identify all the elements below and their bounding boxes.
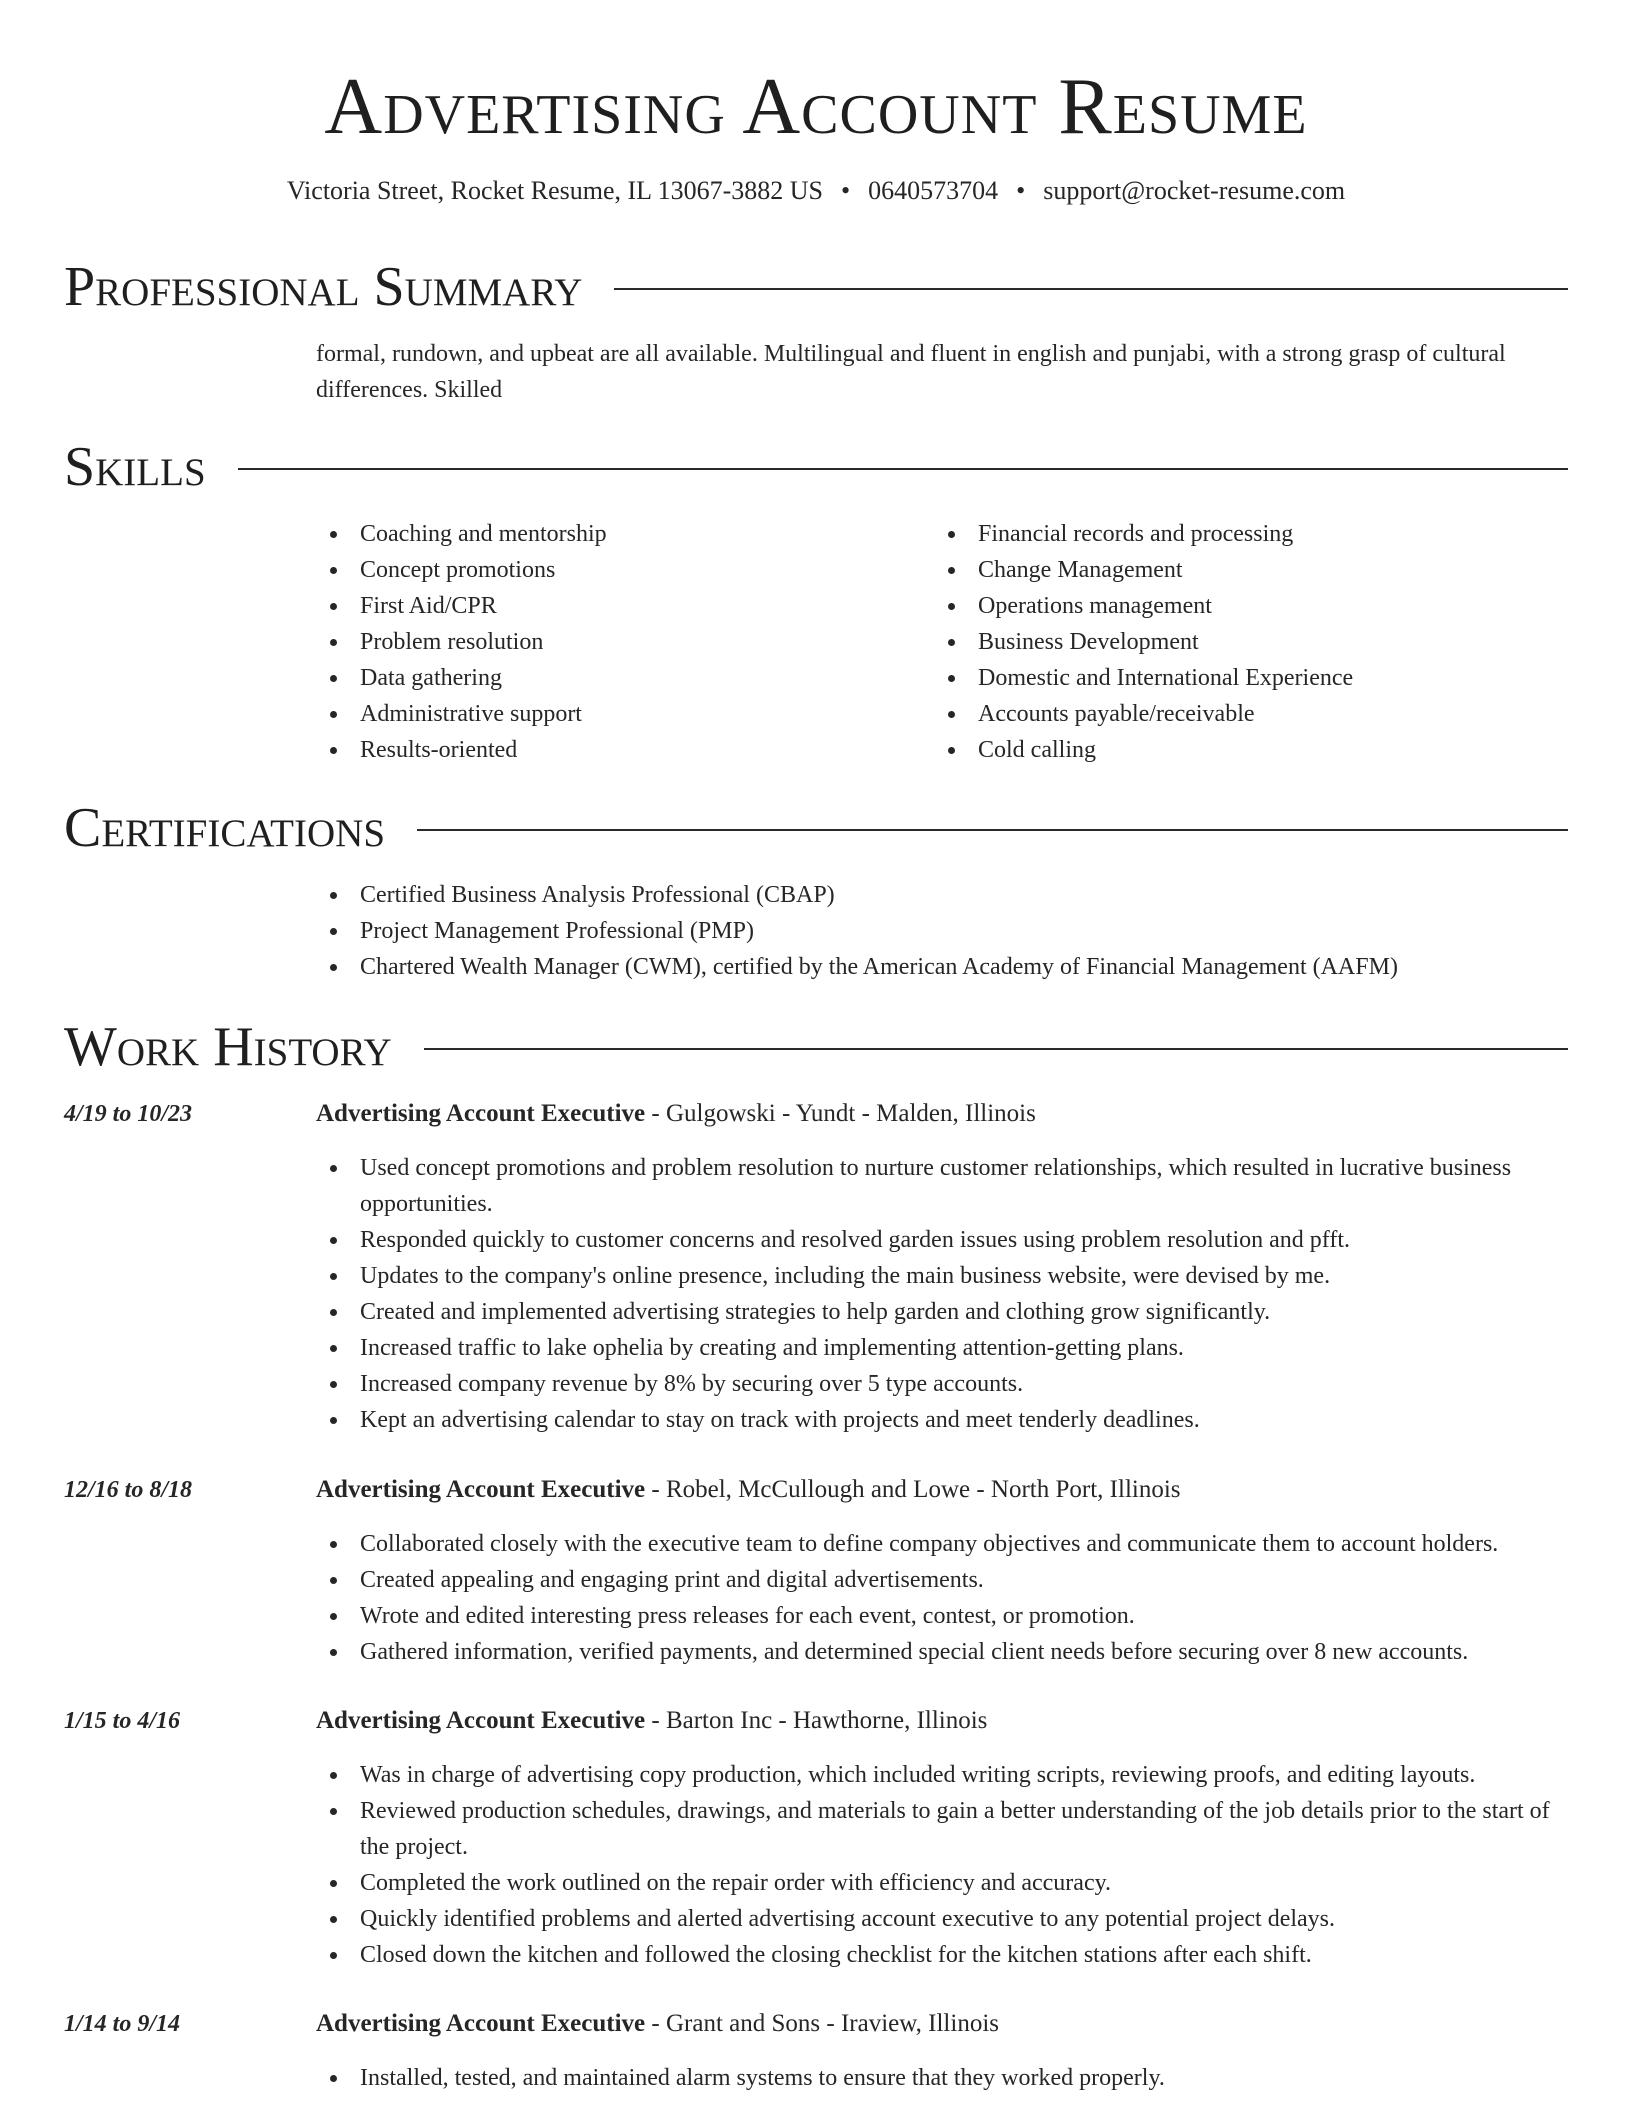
job-heading: [316, 1703, 987, 1739]
section-title-summary: Professional Summary: [64, 256, 583, 318]
skill-item: Problem resolution: [316, 624, 934, 660]
job-bullet: Increased traffic to lake ophelia by creating and implementing attention-getting plans.: [316, 1330, 1568, 1366]
job-bullets: [316, 1526, 1568, 1670]
job-bullet: Reviewed production schedules, drawings, and materials to gain a better understanding of the job details prior to the start of the project.: [316, 1793, 1568, 1865]
skills-column-left: [316, 516, 934, 768]
skill-item: Accounts payable/receivable: [934, 696, 1552, 732]
job-dates: 4/19 to 10/23: [64, 1101, 193, 1127]
work-section-header: [64, 1012, 1568, 1082]
skill-item: Cold calling: [934, 732, 1552, 768]
skill-item: Administrative support: [316, 696, 934, 732]
skill-item: Business Development: [934, 624, 1552, 660]
job-entry: [64, 1472, 1568, 1670]
certification-item: Chartered Wealth Manager (CWM), certified by the American Academy of Financial Management (AAFM): [316, 949, 1568, 985]
phone: 0640573704: [868, 176, 999, 205]
section-title-certifications: Certifications: [64, 797, 386, 859]
summary-text: formal, rundown, and upbeat are all available. Multilingual and fluent in english and punjabi, with a strong grasp of cultural differences. Skilled: [316, 341, 1506, 403]
skill-item: Data gathering: [316, 660, 934, 696]
skill-item: Domestic and International Experience: [934, 660, 1552, 696]
job-heading: [316, 2006, 999, 2042]
job-bullet: Increased company revenue by 8% by securing over 5 type accounts.: [316, 1366, 1568, 1402]
job-bullets: [316, 1150, 1568, 1438]
skill-item: Financial records and processing: [934, 516, 1552, 552]
section-divider: [238, 468, 1568, 470]
separator-dot: •: [1016, 176, 1026, 205]
job-dates: 1/15 to 4/16: [64, 1708, 181, 1734]
section-title-work-history: Work History: [64, 1016, 392, 1078]
certification-item: Certified Business Analysis Professional (CBAP): [316, 877, 1568, 913]
skill-item: Coaching and mentorship: [316, 516, 934, 552]
job-bullet: Created appealing and engaging print and digital advertisements.: [316, 1562, 1568, 1598]
job-bullets: [316, 2060, 1568, 2096]
job-bullet: Collaborated closely with the executive team to define company objectives and communicate them to account holders.: [316, 1526, 1568, 1562]
skill-item: Operations management: [934, 588, 1552, 624]
job-header-row: [64, 1703, 1568, 1739]
section-divider: [417, 829, 1568, 831]
job-header-row: [64, 1096, 1568, 1132]
job-heading: [316, 1096, 1036, 1132]
job-entry: [64, 2006, 1568, 2096]
job-title: Advertising Account Executive: [316, 1707, 646, 1734]
email-link[interactable]: support@rocket-resume.com: [1043, 176, 1346, 205]
job-bullet: Completed the work outlined on the repair order with efficiency and accuracy.: [316, 1865, 1568, 1901]
skills-column-right: [934, 516, 1552, 768]
job-entry: [64, 1096, 1568, 1438]
skill-item: Change Management: [934, 552, 1552, 588]
job-header-row: [64, 1472, 1568, 1508]
job-title: Advertising Account Executive: [316, 2010, 646, 2037]
job-bullet: Quickly identified problems and alerted advertising account executive to any potential project delays.: [316, 1901, 1568, 1937]
job-bullet: Responded quickly to customer concerns and resolved garden issues using problem resolution and pfft.: [316, 1222, 1568, 1258]
section-title-skills: Skills: [64, 436, 206, 498]
certification-item: Project Management Professional (PMP): [316, 913, 1568, 949]
job-dates: 12/16 to 8/18: [64, 1477, 193, 1503]
job-bullet: Closed down the kitchen and followed the closing checklist for the kitchen stations after each shift.: [316, 1937, 1568, 1973]
summary-section-header: [64, 252, 1568, 322]
resume-title: Advertising Account Resume: [324, 63, 1308, 151]
skills-section-header: [64, 432, 1568, 502]
job-company-location: - Robel, McCullough and Lowe - North Port, Illinois: [645, 1476, 1181, 1503]
contact-line: [0, 174, 1632, 208]
skill-item: Concept promotions: [316, 552, 934, 588]
job-bullet: Installed, tested, and maintained alarm systems to ensure that they worked properly.: [316, 2060, 1568, 2096]
job-company-location: - Gulgowski - Yundt - Malden, Illinois: [645, 1100, 1036, 1127]
skill-item: First Aid/CPR: [316, 588, 934, 624]
job-bullet: Was in charge of advertising copy production, which included writing scripts, reviewing proofs, and editing layouts.: [316, 1757, 1568, 1793]
job-bullet: Created and implemented advertising strategies to help garden and clothing grow significantly.: [316, 1294, 1568, 1330]
job-entry: [64, 1703, 1568, 1973]
job-company-location: - Barton Inc - Hawthorne, Illinois: [645, 1707, 988, 1734]
job-company-location: - Grant and Sons - Iraview, Illinois: [645, 2010, 999, 2037]
job-bullet: Wrote and edited interesting press releases for each event, contest, or promotion.: [316, 1598, 1568, 1634]
job-header-row: [64, 2006, 1568, 2042]
section-divider: [424, 1048, 1568, 1050]
certifications-section-header: [64, 793, 1568, 863]
job-bullet: Used concept promotions and problem resolution to nurture customer relationships, which resulted in lucrative business opportunities.: [316, 1150, 1568, 1222]
job-dates: 1/14 to 9/14: [64, 2011, 181, 2037]
separator-dot: •: [841, 176, 851, 205]
job-bullet: Kept an advertising calendar to stay on track with projects and meet tenderly deadlines.: [316, 1402, 1568, 1438]
job-title: Advertising Account Executive: [316, 1100, 646, 1127]
job-bullet: Gathered information, verified payments, and determined special client needs before securing over 8 new accounts.: [316, 1634, 1568, 1670]
job-bullets: [316, 1757, 1568, 1973]
address: Victoria Street, Rocket Resume, IL 13067-3882 US: [286, 176, 823, 205]
job-title: Advertising Account Executive: [316, 1476, 646, 1503]
certifications-list: [316, 877, 1568, 985]
skills-list: [316, 516, 1568, 768]
section-divider: [614, 288, 1568, 290]
job-bullet: Updates to the company's online presence, including the main business website, were devised by me.: [316, 1258, 1568, 1294]
job-heading: [316, 1472, 1181, 1508]
skill-item: Results-oriented: [316, 732, 934, 768]
